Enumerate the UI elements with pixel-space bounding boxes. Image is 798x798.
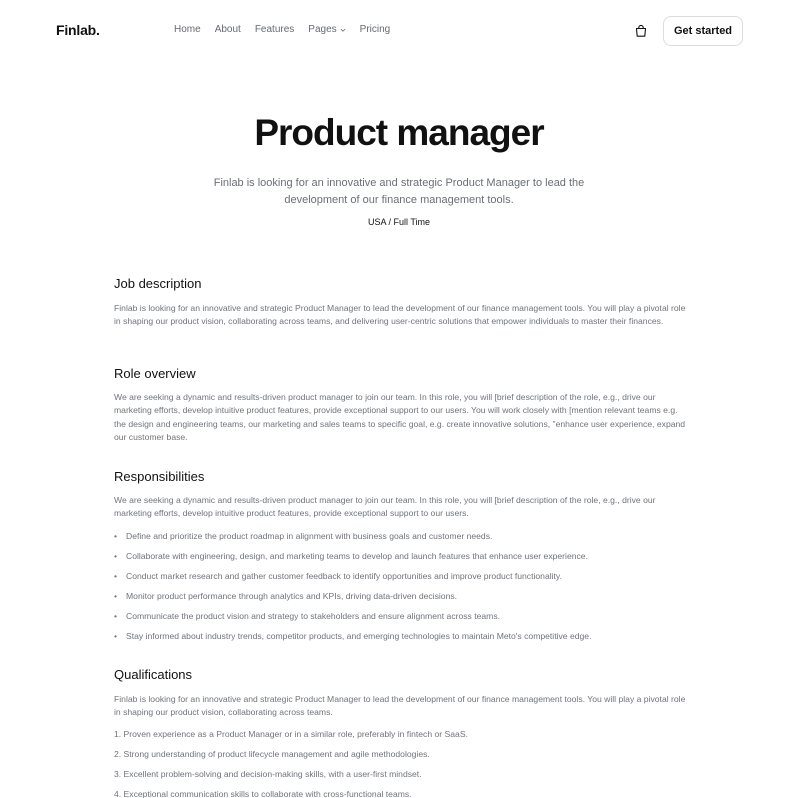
top-navigation: [0, 0, 798, 62]
bullet-dot: •: [114, 571, 118, 581]
bullet-dot: •: [114, 531, 118, 541]
list-item: [114, 551, 686, 561]
nav-item-home[interactable]: [174, 24, 201, 35]
list-item-text: Define and prioritize the product roadmap in alignment with business goals and customer needs.: [126, 531, 493, 541]
list-item: 1. Proven experience as a Product Manager or in a similar role, preferably in fintech or SaaS.: [114, 729, 468, 739]
qualifications-intro: Finlab is looking for an innovative and strategic Product Manager to lead the development of our finance management tools. You will play a pivotal role in shaping our product vision, collaborating across teams.: [114, 694, 686, 718]
section-heading-role-overview: Role overview: [114, 366, 196, 381]
nav-label: About: [214, 24, 241, 35]
nav-item-pricing[interactable]: [360, 24, 391, 35]
list-item-text: Conduct market research and gather customer feedback to identify opportunities and improve product functionality.: [126, 571, 562, 581]
list-item: [114, 591, 686, 601]
page-title: Product manager: [254, 112, 544, 153]
nav-item-features[interactable]: [255, 24, 294, 35]
section-heading-job-description: Job description: [114, 276, 202, 291]
section-heading-qualifications: Qualifications: [114, 667, 193, 682]
list-item: 3. Excellent problem-solving and decision-making skills, with a user-first mindset.: [114, 769, 422, 779]
chevron-down-icon: [340, 27, 346, 33]
hero-subtitle: Finlab is looking for an innovative and strategic Product Manager to lead the development of our finance management tools.: [213, 177, 585, 206]
list-item: 4. Exceptional communication skills to collaborate with cross-functional teams.: [114, 789, 412, 798]
list-item: 2. Strong understanding of product lifecycle management and agile methodologies.: [114, 749, 430, 759]
list-item-text: Monitor product performance through analytics and KPIs, driving data-driven decisions.: [126, 591, 458, 601]
nav-item-about[interactable]: [215, 24, 241, 35]
list-item: [114, 531, 686, 541]
list-item: [114, 631, 686, 641]
nav-label: Features: [254, 24, 295, 35]
get-started-button[interactable]: Get started: [663, 16, 743, 46]
nav-label: Pages: [308, 24, 337, 35]
nav-label: Home: [174, 24, 201, 35]
list-item-text: Stay informed about industry trends, competitor products, and emerging technologies to maintain Meto's competitive edge.: [126, 631, 592, 641]
bullet-dot: •: [114, 591, 118, 601]
responsibilities-intro: We are seeking a dynamic and results-driven product manager to join our team. In this role, you will [brief description of the role, e.g., drive our marketing efforts, develop intuitive product features, provide exceptional support to our users.: [114, 495, 656, 519]
list-item: [114, 571, 686, 581]
nav-item-pages[interactable]: [308, 24, 345, 35]
bullet-dot: •: [114, 611, 118, 621]
list-item-text: Collaborate with engineering, design, and marketing teams to develop and launch features that enhance user experience.: [126, 551, 588, 561]
section-heading-responsibilities: Responsibilities: [114, 469, 205, 484]
bullet-dot: •: [114, 631, 118, 641]
nav-label: Pricing: [359, 24, 391, 35]
role-overview-text: We are seeking a dynamic and results-driven product manager to join our team. In this role, you will [brief description of the role, e.g., drive our marketing efforts, develop intuitive product features, provide exceptional support to our users. You will work closely with [mention relevant teams e.g. the design and engineering teams, our marketing and sales teams to specific goal, e.g. create innovative solutions, "enhance user experience, expand our customer base.: [114, 392, 686, 442]
list-item-text: Communicate the product vision and strategy to stakeholders and ensure alignment across teams.: [126, 611, 501, 621]
brand-logo[interactable]: Finlab.: [56, 22, 100, 38]
shopping-bag-icon[interactable]: [634, 24, 648, 38]
job-description-text: Finlab is looking for an innovative and strategic Product Manager to lead the development of our finance management tools. You will play a pivotal role in shaping our product vision, collaborating across teams, and delivering user-centric solutions that empower individuals to master their finances.: [114, 303, 686, 327]
main-menu: [174, 24, 404, 35]
bullet-dot: •: [114, 551, 118, 561]
list-item: [114, 611, 686, 621]
job-location-type: USA / Full Time: [367, 217, 430, 227]
